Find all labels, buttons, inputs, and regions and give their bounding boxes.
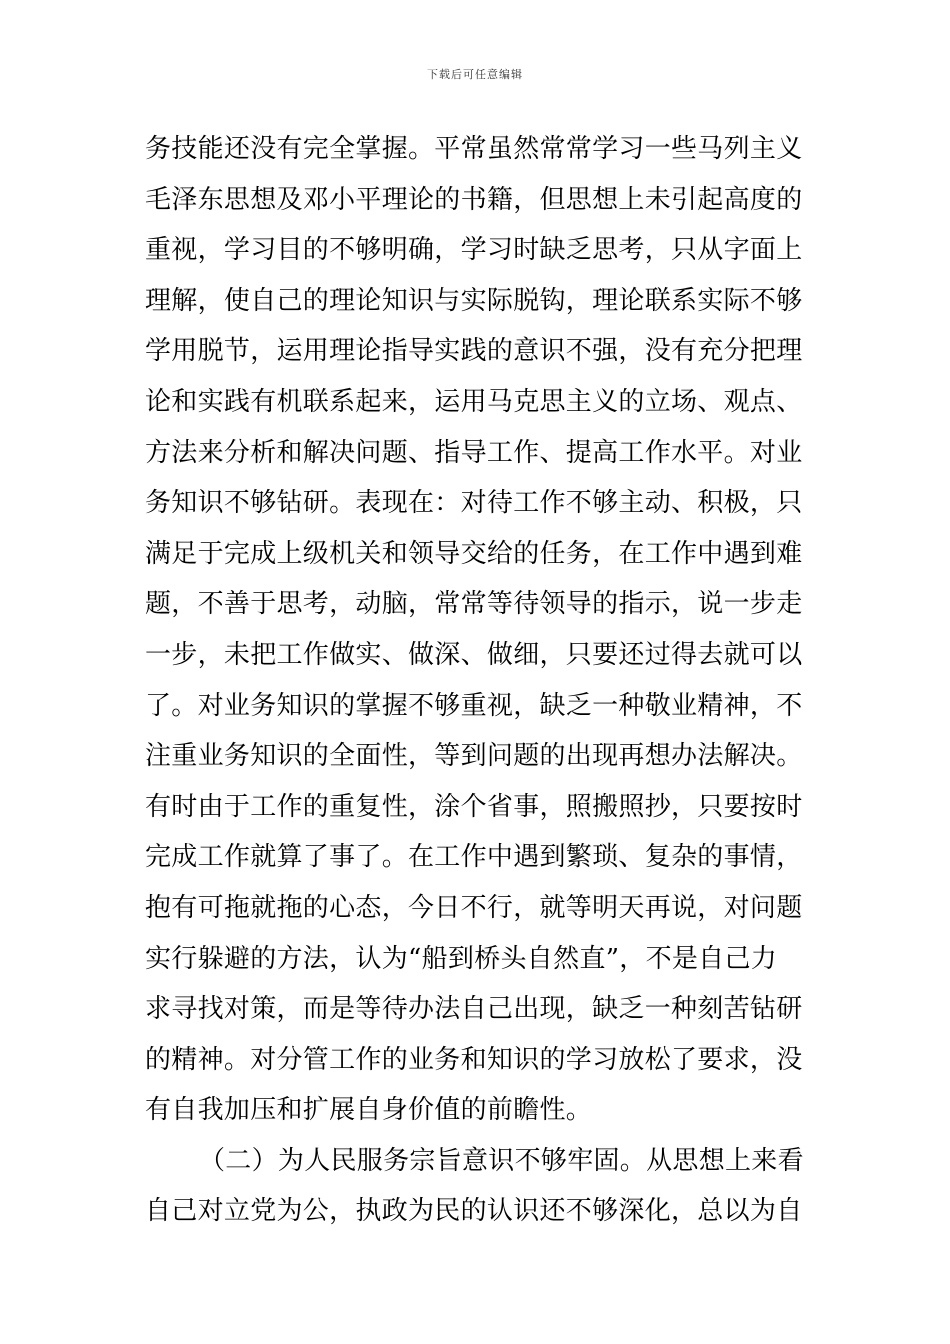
text-line: 题，不善于思考，动脑，常常等待领导的指示，说一步走	[145, 589, 803, 620]
text-line: 重视，学习目的不够明确，学习时缺乏思考，只从字面上	[145, 235, 803, 266]
text-line: 务技能还没有完全掌握。平常虽然常常学习一些马列主义	[145, 134, 803, 164]
text-line: 完成工作就算了事了。在工作中遇到繁琐、复杂的事情，	[145, 842, 803, 873]
body-text	[145, 124, 815, 1237]
text-line: 注重业务知识的全面性，等到问题的出现再想办法解决。	[145, 741, 803, 772]
text-line: 理解，使自己的理论知识与实际脱钩，理论联系实际不够	[145, 285, 803, 316]
text-line: 有时由于工作的重复性，涂个省事，照搬照抄，只要按时	[145, 791, 803, 822]
text-line: 毛泽东思想及邓小平理论的书籍，但思想上未引起高度的	[145, 184, 803, 215]
text-line: 抱有可拖就拖的心态，今日不行，就等明天再说，对问题	[145, 892, 803, 923]
text-line: 务知识不够钻研。表现在：对待工作不够主动、积极，只	[145, 488, 803, 519]
text-line: 有自我加压和扩展自身价值的前瞻性。	[145, 1095, 593, 1126]
text-line: 实行躲避的方法，认为“船到桥头自然直”，不是自己力	[145, 943, 778, 974]
text-line: 自己对立党为公，执政为民的认识还不够深化，总以为自	[145, 1196, 803, 1227]
text-line: 了。对业务知识的掌握不够重视，缺乏一种敬业精神，不	[145, 690, 803, 721]
text-line: 求寻找对策，而是等待办法自己出现，缺乏一种刻苦钻研	[145, 994, 803, 1025]
text-line: 学用脱节，运用理论指导实践的意识不强，没有充分把理	[145, 336, 803, 367]
text-line: 一步，未把工作做实、做深、做细，只要还过得去就可以	[145, 639, 803, 670]
text-line: 论和实践有机联系起来，运用马克思主义的立场、观点、	[145, 386, 803, 417]
text-line: 的精神。对分管工作的业务和知识的学习放松了要求，没	[145, 1044, 803, 1075]
text-line: 满足于完成上级机关和领导交给的任务，在工作中遇到难	[145, 538, 803, 569]
text-line: 方法来分析和解决问题、指导工作、提高工作水平。对业	[145, 437, 803, 468]
section-heading-line: （二）为人民服务宗旨意识不够牢固。从思想上来看	[199, 1145, 804, 1176]
header-note: 下载后可任意编辑	[427, 68, 523, 81]
